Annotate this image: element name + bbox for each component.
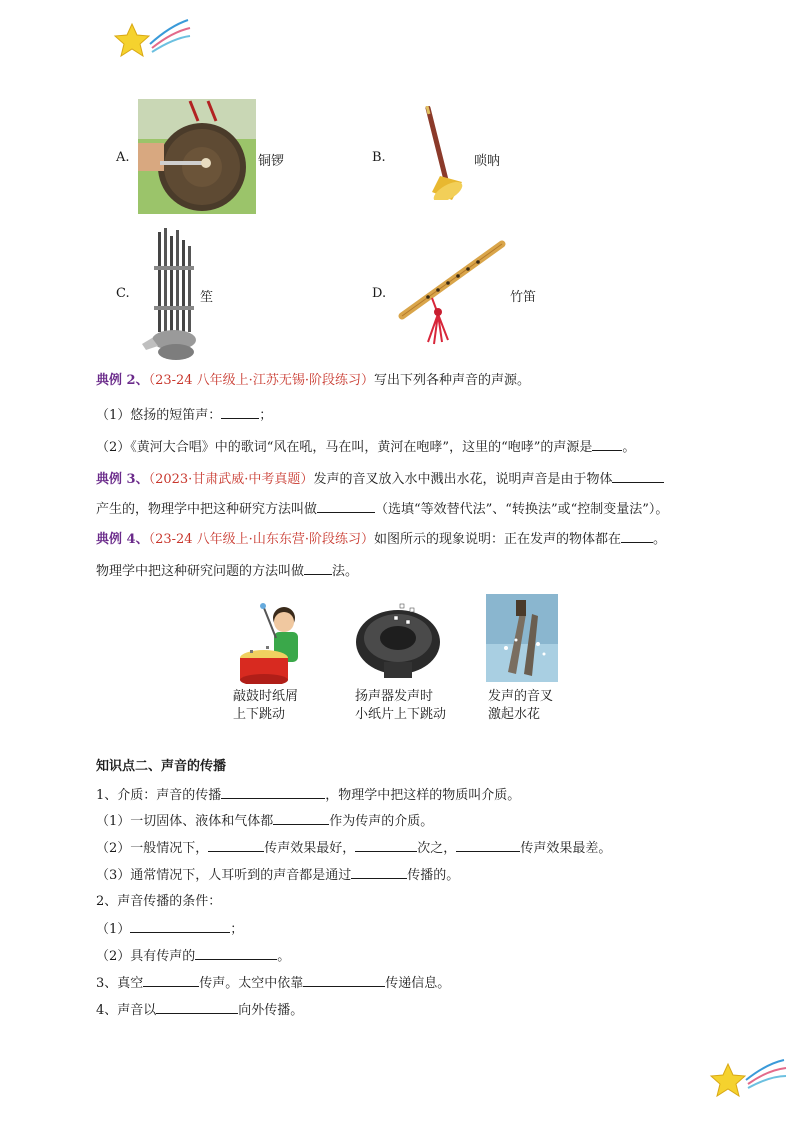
tuning-fork-figure-image <box>486 594 558 682</box>
answer-blank[interactable] <box>273 812 329 825</box>
kp2-text: 传声。太空中依靠 <box>199 976 304 991</box>
kp2-text: （2）具有传声的 <box>96 949 196 964</box>
kp2-line-3 <box>96 839 611 858</box>
kp2-text: ； <box>230 922 244 937</box>
option-c-letter: C. <box>116 286 130 301</box>
answer-blank[interactable] <box>592 438 622 451</box>
suona-image <box>422 106 466 200</box>
caption-line: 发声的音叉 <box>488 689 554 704</box>
gong-image <box>138 99 256 214</box>
figure-caption-tuning-fork <box>488 688 553 724</box>
kp2-text: （3）通常情况下，人耳听到的声音都是通过 <box>96 868 352 883</box>
option-b-name: 唢呐 <box>474 154 501 169</box>
answer-blank[interactable] <box>130 920 230 933</box>
example-2-q2 <box>96 438 635 457</box>
drum-figure-image <box>236 598 320 684</box>
sheng-image <box>142 226 200 368</box>
answer-blank[interactable] <box>612 470 664 483</box>
caption-line: 激起水花 <box>488 707 541 722</box>
figure-caption-speaker <box>355 688 446 724</box>
ex3-line2-suffix: （选填“等效替代法”、“转换法”或“控制变量法”）。 <box>375 502 669 517</box>
ex4-line2-suffix: 法。 <box>332 564 359 579</box>
example-4-text: 如图所示的现象说明：正在发声的物体都在 <box>373 532 621 547</box>
example-2-heading <box>96 372 530 390</box>
answer-blank[interactable] <box>355 839 417 852</box>
example-4-source: （23-24 八年级上·山东东营·阶段练习） <box>148 532 374 547</box>
kp2-line-6 <box>96 920 243 939</box>
ex4-line2-text: 物理学中把这种研究问题的方法叫做 <box>96 564 305 579</box>
example-4-tag: 典例 4、 <box>96 532 149 547</box>
kp2-line-1 <box>96 786 520 805</box>
caption-line: 扬声器发声时 <box>355 689 434 704</box>
example-3-tag: 典例 3、 <box>96 472 149 487</box>
figure-caption-drum <box>233 688 298 724</box>
example-2-text: 写出下列各种声音的声源。 <box>373 373 530 388</box>
q2-text: （2）《黄河大合唱》中的歌词“风在吼，马在叫，黄河在咆哮”，这里的“咆哮”的声源是 <box>96 440 593 455</box>
kp2-text: 作为传声的介质。 <box>329 814 434 829</box>
answer-blank[interactable] <box>303 974 385 987</box>
example-2-source: （23-24 八年级上·江苏无锡·阶段练习） <box>148 373 374 388</box>
answer-blank[interactable] <box>156 1001 238 1014</box>
kp2-line-7 <box>96 947 290 966</box>
option-b-letter: B. <box>372 150 386 165</box>
kp2-text: （2）一般情况下， <box>96 841 209 856</box>
example-2-tag: 典例 2、 <box>96 373 149 388</box>
kp2-line-5: 2、声音传播的条件： <box>96 894 222 909</box>
caption-line: 上下跳动 <box>233 707 286 722</box>
answer-blank[interactable] <box>456 839 520 852</box>
kp2-text: 次之， <box>417 841 457 856</box>
kp2-text: 3、真空 <box>96 976 144 991</box>
answer-blank[interactable] <box>143 974 199 987</box>
kp2-text: 传播的。 <box>407 868 460 883</box>
section-title: 知识点二、声音的传播 <box>96 759 227 774</box>
kp2-line-2 <box>96 812 433 831</box>
example-4-heading <box>96 530 666 549</box>
kp2-text: （1） <box>96 922 131 937</box>
option-d-name: 竹笛 <box>510 290 537 305</box>
example-3-text: 发声的音叉放入水中溅出水花，说明声音是由于物体 <box>313 472 613 487</box>
bamboo-flute-image <box>398 236 506 348</box>
kp2-text: 传声效果最差。 <box>520 841 612 856</box>
example-4-line2 <box>96 562 358 581</box>
kp2-text: （1）一切固体、液体和气体都 <box>96 814 274 829</box>
q1-suffix: ； <box>259 408 273 423</box>
q1-text: （1）悠扬的短笛声： <box>96 408 222 423</box>
star-decoration-icon <box>708 1056 788 1102</box>
kp2-line-4 <box>96 866 459 885</box>
answer-blank[interactable] <box>221 786 325 799</box>
answer-blank[interactable] <box>221 406 259 419</box>
answer-blank[interactable] <box>351 866 407 879</box>
kp2-line-9 <box>96 1001 303 1020</box>
kp2-text: ，物理学中把这样的物质叫介质。 <box>325 788 521 803</box>
caption-line: 小纸片上下跳动 <box>355 707 447 722</box>
example-3-heading <box>96 470 664 489</box>
q2-suffix: 。 <box>622 440 636 455</box>
option-d-letter: D. <box>372 286 387 301</box>
option-c-name: 笙 <box>200 290 214 305</box>
answer-blank[interactable] <box>304 562 332 575</box>
answer-blank[interactable] <box>195 947 277 960</box>
answer-blank[interactable] <box>208 839 264 852</box>
caption-line: 敲鼓时纸屑 <box>233 689 299 704</box>
star-decoration-icon <box>112 16 192 62</box>
example-2-q1 <box>96 406 272 425</box>
kp2-text: 传递信息。 <box>385 976 451 991</box>
option-a-name: 铜锣 <box>258 154 285 169</box>
kp2-text: 向外传播。 <box>238 1003 304 1018</box>
kp2-line-8 <box>96 974 450 993</box>
kp2-text: 。 <box>277 949 291 964</box>
answer-blank[interactable] <box>621 530 653 543</box>
answer-blank[interactable] <box>317 500 375 513</box>
kp2-text: 4、声音以 <box>96 1003 157 1018</box>
kp2-text: 传声效果最好， <box>264 841 356 856</box>
speaker-figure-image <box>354 600 444 682</box>
option-a-letter: A. <box>116 150 130 165</box>
example-3-line2 <box>96 500 668 519</box>
example-3-source: （2023·甘肃武威·中考真题） <box>148 472 314 487</box>
ex3-line2-text: 产生的，物理学中把这种研究方法叫做 <box>96 502 318 517</box>
kp2-text: 1、介质：声音的传播 <box>96 788 222 803</box>
ex4-suffix: 。 <box>652 532 666 547</box>
